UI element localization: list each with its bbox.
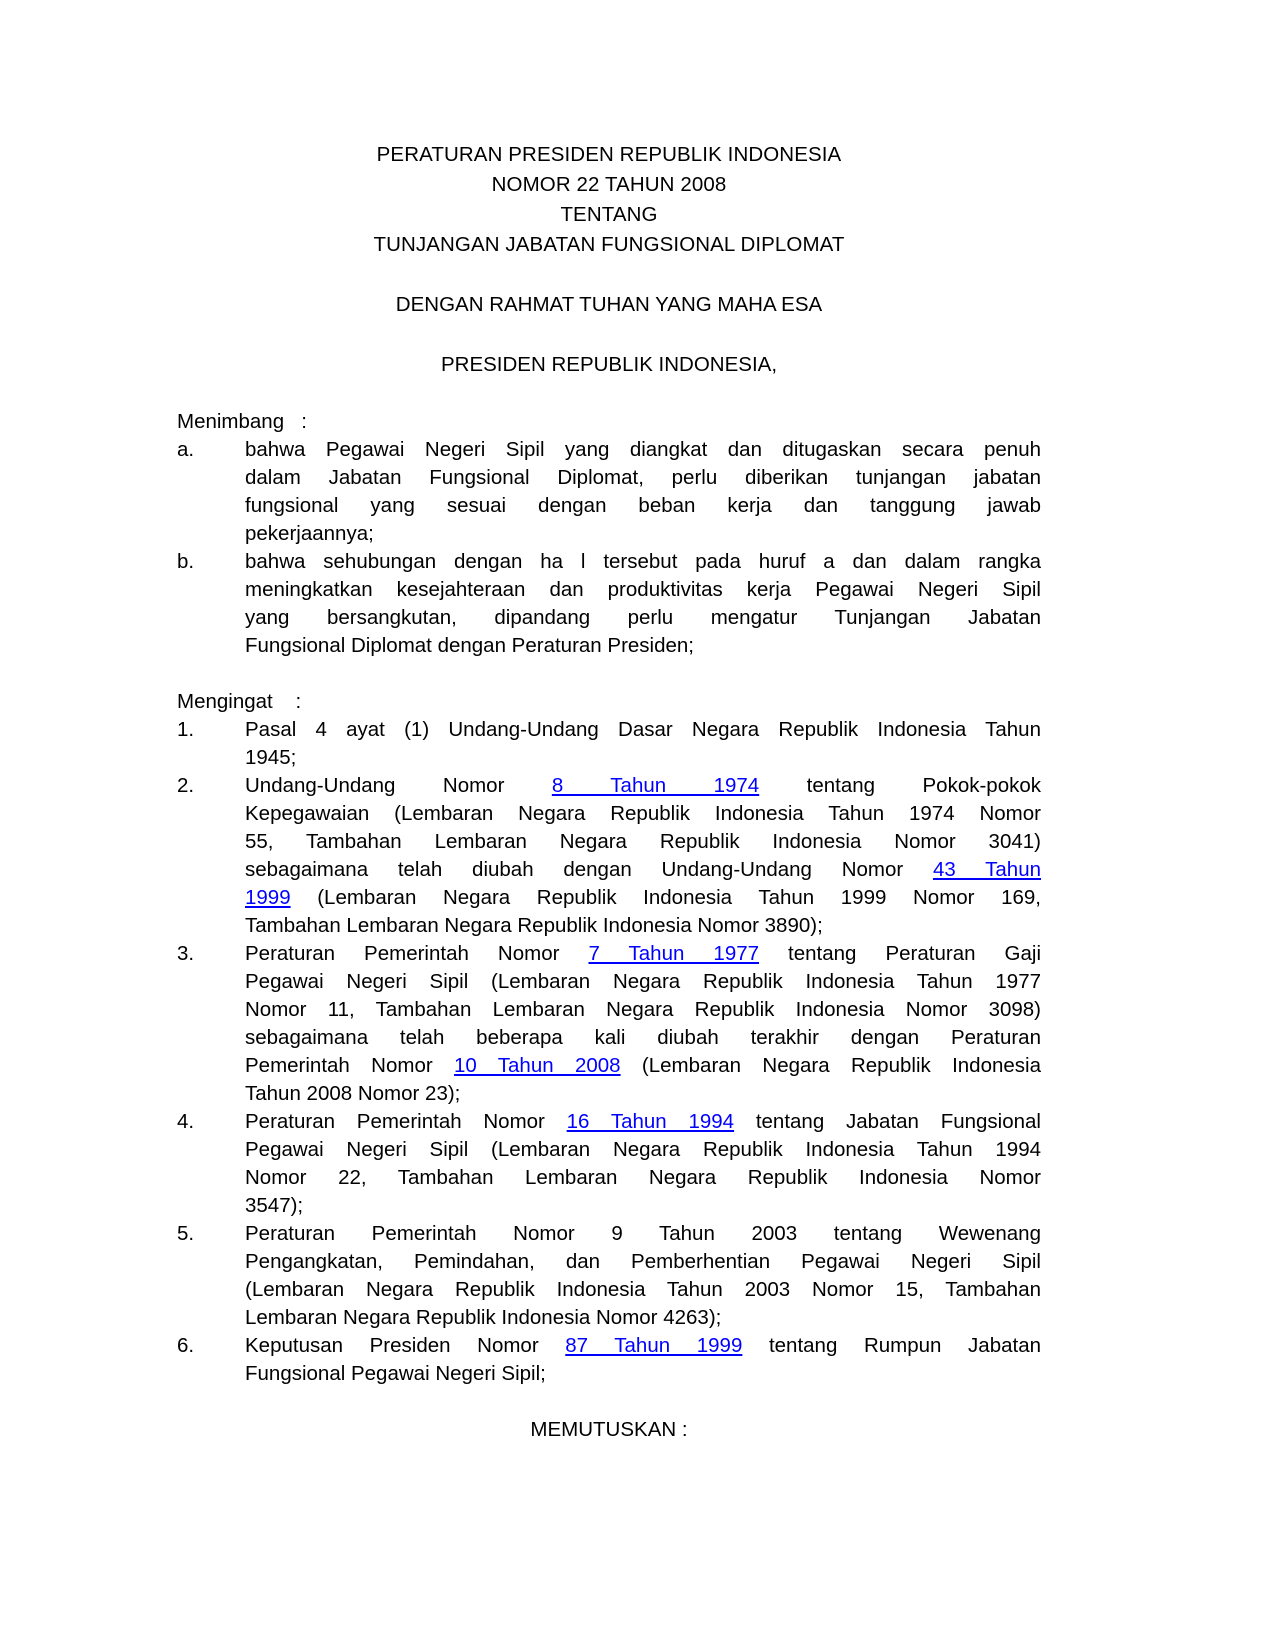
text-run: Lembaran Negara Republik Indonesia Nomor 4263); (245, 1306, 722, 1329)
regulation-reference-link[interactable]: 10 Tahun 2008 (454, 1054, 621, 1077)
text-line (245, 1276, 1041, 1304)
regulation-reference-link[interactable]: 87 Tahun 1999 (565, 1334, 743, 1357)
mengingat-item-marker: 1. (177, 718, 195, 741)
mengingat-item-body (245, 1108, 1041, 1220)
text-line (245, 716, 1041, 744)
text-run: Kepegawaian (Lembaran Negara Republik Indonesia Tahun 1974 Nomor (245, 802, 1041, 825)
text-line (245, 800, 1041, 828)
text-run: Tahun 2008 Nomor 23); (245, 1082, 461, 1105)
mengingat-item (177, 1332, 1041, 1388)
mengingat-item-marker: 4. (177, 1110, 195, 1133)
menimbang-item-body (245, 436, 1041, 548)
text-run: (Lembaran Negara Republik Indonesia Tahun 1999 Nomor 169, (290, 886, 1041, 909)
mengingat-item (177, 940, 1041, 1108)
mengingat-item-marker: 2. (177, 774, 195, 797)
text-run: tentang Rumpun Jabatan (742, 1334, 1041, 1357)
mengingat-item (177, 716, 1041, 772)
text-line (245, 1220, 1041, 1248)
menimbang-item-marker: b. (177, 550, 195, 573)
text-run: 1945; (245, 746, 297, 769)
spacer (177, 320, 1041, 350)
text-line (245, 1304, 1041, 1332)
text-run: Nomor 22, Tambahan Lembaran Negara Republik Indonesia Nomor (245, 1166, 1041, 1189)
document-title-block (177, 140, 1041, 260)
text-run: Peraturan Pemerintah Nomor 9 Tahun 2003 tentang Wewenang (245, 1222, 1041, 1245)
text-run: (Lembaran Negara Republik Indonesia Tahun 2003 Nomor 15, Tambahan (245, 1278, 1041, 1301)
title-line-1: PERATURAN PRESIDEN REPUBLIK INDONESIA (376, 143, 842, 166)
text-run: Peraturan Pemerintah Nomor (245, 1110, 567, 1133)
mengingat-item-body (245, 716, 1041, 772)
text-run: 3547); (245, 1194, 304, 1217)
regulation-reference-link[interactable]: 7 Tahun 1977 (588, 942, 760, 965)
mengingat-item-marker: 5. (177, 1222, 195, 1245)
menimbang-list (177, 436, 1041, 660)
text-run: Nomor 11, Tambahan Lembaran Negara Republik Indonesia Nomor 3098) (245, 998, 1041, 1021)
text-line (245, 968, 1041, 996)
memutuskan-line: MEMUTUSKAN : (530, 1418, 688, 1441)
spacer (177, 380, 1041, 408)
mengingat-item (177, 1108, 1041, 1220)
regulation-reference-link[interactable]: 16 Tahun 1994 (566, 1110, 735, 1133)
authority-line: PRESIDEN REPUBLIK INDONESIA, (440, 353, 778, 376)
text-run: Pemerintah Nomor (245, 1054, 455, 1077)
text-run: Keputusan Presiden Nomor (245, 1334, 566, 1357)
text-run: Pegawai Negeri Sipil (Lembaran Negara Republik Indonesia Tahun 1994 (245, 1138, 1041, 1161)
regulation-reference-link[interactable]: 8 Tahun 1974 (551, 774, 760, 797)
text-line (245, 1052, 1041, 1080)
text-line (245, 772, 1041, 800)
text-line (245, 884, 1041, 912)
text-line (245, 1192, 1041, 1220)
text-line (245, 940, 1041, 968)
mengingat-item-body (245, 940, 1041, 1108)
text-line: bahwa sehubungan dengan ha l tersebut pada huruf a dan dalam rangka (245, 550, 1041, 573)
text-line (245, 1360, 1041, 1388)
menimbang-item (177, 436, 1041, 548)
text-line (245, 1024, 1041, 1052)
mengingat-item-marker: 6. (177, 1334, 195, 1357)
menimbang-item (177, 548, 1041, 660)
text-run: tentang Peraturan Gaji (759, 942, 1041, 965)
text-line: dalam Jabatan Fungsional Diplomat, perlu diberikan tunjangan jabatan (245, 466, 1041, 489)
title-line-4: TUNJANGAN JABATAN FUNGSIONAL DIPLOMAT (373, 233, 845, 256)
text-line (245, 1080, 1041, 1108)
text-run: Peraturan Pemerintah Nomor (245, 942, 589, 965)
regulation-reference-link[interactable]: 43 Tahun (932, 858, 1042, 881)
text-run: sebagaimana telah beberapa kali diubah terakhir dengan Peraturan (245, 1026, 1041, 1049)
text-line: yang bersangkutan, dipandang perlu mengatur Tunjangan Jabatan (245, 606, 1041, 629)
text-run: tentang Pokok-pokok (759, 774, 1041, 797)
mengingat-item (177, 772, 1041, 940)
menimbang-item-marker: a. (177, 438, 195, 461)
document-body (177, 140, 1041, 1444)
title-line-2: NOMOR 22 TAHUN 2008 (491, 173, 727, 196)
text-run: 55, Tambahan Lembaran Negara Republik Indonesia Nomor 3041) (245, 830, 1041, 853)
spacer (177, 660, 1041, 688)
spacer (177, 260, 1041, 290)
text-run: Pengangkatan, Pemindahan, dan Pemberhentian Pegawai Negeri Sipil (245, 1250, 1041, 1273)
text-run: tentang Jabatan Fungsional (734, 1110, 1041, 1133)
text-run: Undang-Undang Nomor (245, 774, 552, 797)
text-line (245, 856, 1041, 884)
menimbang-item-body (245, 548, 1041, 660)
text-run: sebagaimana telah diubah dengan Undang-Undang Nomor (245, 858, 933, 881)
text-run: Pegawai Negeri Sipil (Lembaran Negara Republik Indonesia Tahun 1977 (245, 970, 1041, 993)
text-line: fungsional yang sesuai dengan beban kerja dan tanggung jawab (245, 494, 1041, 517)
mengingat-item-body (245, 772, 1041, 940)
mengingat-item (177, 1220, 1041, 1332)
text-line: meningkatkan kesejahteraan dan produktivitas kerja Pegawai Negeri Sipil (245, 578, 1041, 601)
text-line: pekerjaannya; (245, 522, 374, 545)
text-line (245, 744, 1041, 772)
text-line: Fungsional Diplomat dengan Peraturan Presiden; (245, 634, 694, 657)
text-line (245, 1248, 1041, 1276)
text-line (245, 1108, 1041, 1136)
regulation-reference-link[interactable]: 1999 (245, 886, 291, 909)
mengingat-item-marker: 3. (177, 942, 195, 965)
text-line (245, 912, 1041, 940)
title-line-3: TENTANG (560, 203, 658, 226)
text-run: Fungsional Pegawai Negeri Sipil; (245, 1362, 546, 1385)
text-run: Pasal 4 ayat (1) Undang-Undang Dasar Negara Republik Indonesia Tahun (245, 718, 1041, 741)
blessing-line: DENGAN RAHMAT TUHAN YANG MAHA ESA (395, 293, 823, 316)
text-line (245, 1332, 1041, 1360)
mengingat-list (177, 716, 1041, 1388)
text-line: bahwa Pegawai Negeri Sipil yang diangkat dan ditugaskan secara penuh (245, 438, 1041, 461)
text-run: Tambahan Lembaran Negara Republik Indonesia Nomor 3890); (245, 914, 823, 937)
text-line (245, 828, 1041, 856)
text-line (245, 996, 1041, 1024)
text-line (245, 1164, 1041, 1192)
text-run: (Lembaran Negara Republik Indonesia (620, 1054, 1041, 1077)
mengingat-item-body (245, 1220, 1041, 1332)
menimbang-label: Menimbang : (177, 410, 307, 433)
text-line (245, 1136, 1041, 1164)
mengingat-label: Mengingat : (177, 690, 302, 713)
mengingat-item-body (245, 1332, 1041, 1388)
